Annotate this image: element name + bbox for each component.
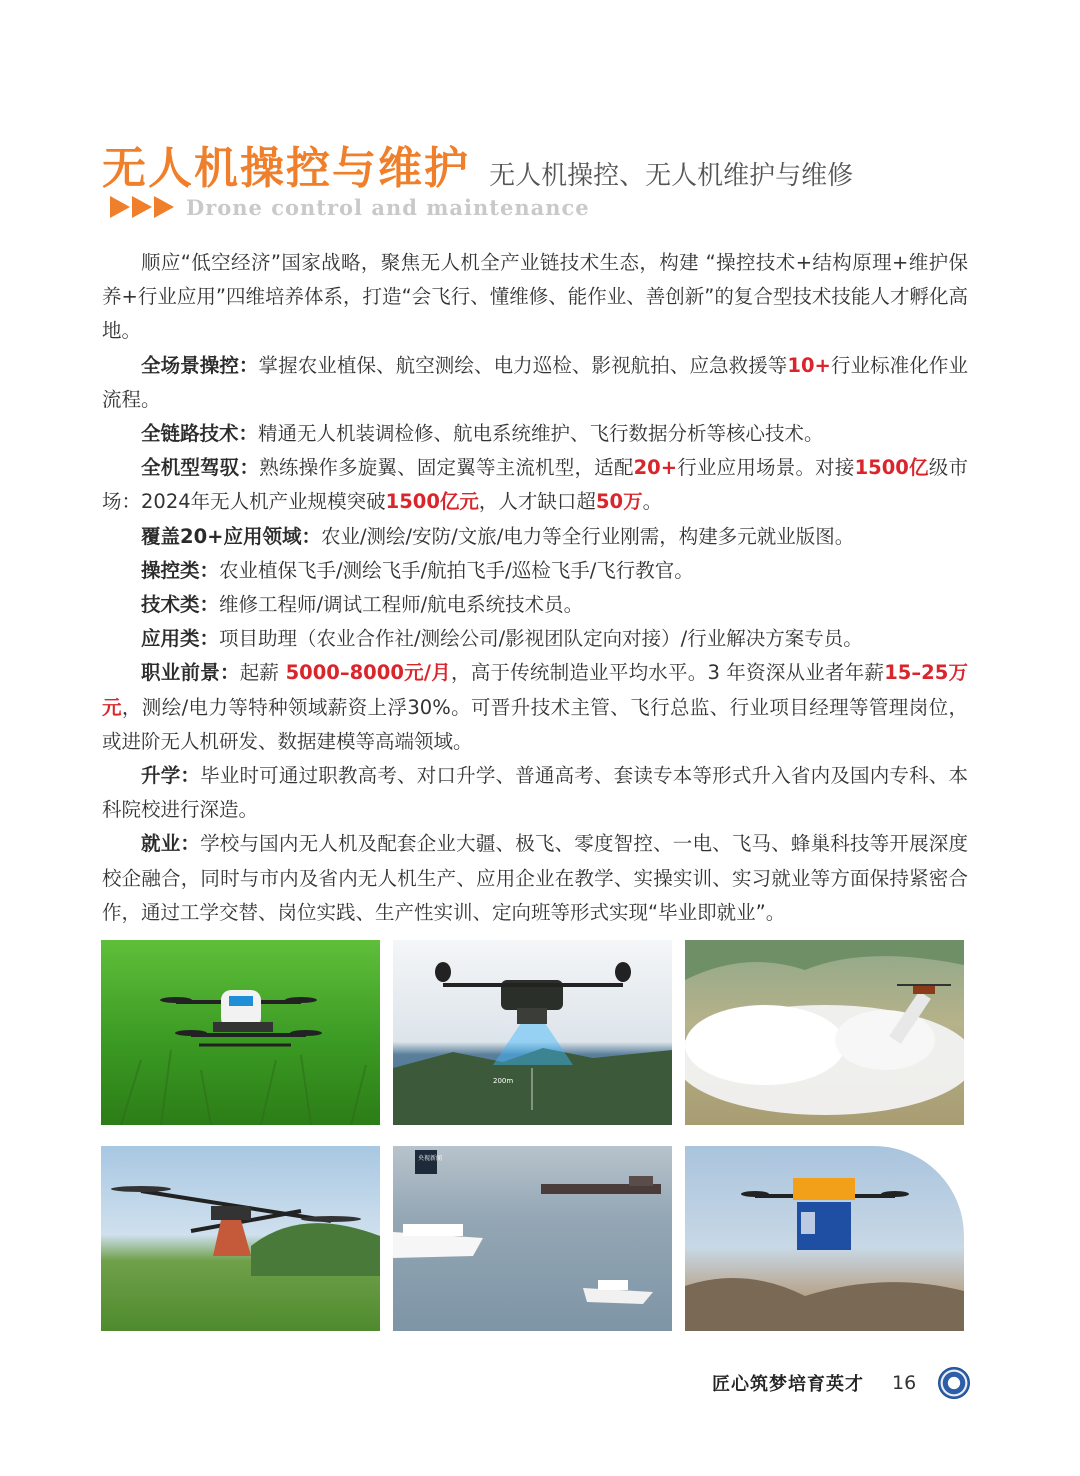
paragraph-label: 就业： xyxy=(141,832,201,856)
photo-survey-drone xyxy=(393,940,672,1125)
section-subtitle: 无人机操控、无人机维护与维修 xyxy=(489,161,854,191)
paragraph-application-fields: 覆盖20+应用领域：农业/测绘/安防/文旅/电力等全行业刚需，构建多元就业版图。 xyxy=(141,524,855,548)
highlight-value: 1500亿 xyxy=(854,456,929,480)
highlight-value: 5000–8000元/月 xyxy=(285,661,451,685)
paragraph-tech-jobs: 技术类：维修工程师/调试工程师/航电系统技术员。 xyxy=(141,593,584,617)
paragraph-further-study: 升学：毕业时可通过职教高考、对口升学、普通高考、套读专本等形式升入省内及国内专科、本科院校进行深造。 xyxy=(102,764,968,822)
highlight-value: 20+ xyxy=(633,456,678,480)
news-badge: 央视新闻 xyxy=(418,1155,443,1162)
highlight-value: 15–25万元 xyxy=(102,661,968,719)
altitude-label: 200m xyxy=(493,1077,514,1085)
page-number: 16 xyxy=(892,1372,917,1394)
page-footer xyxy=(712,1366,970,1400)
paragraph-label: 职业前景： xyxy=(141,661,240,685)
triple-arrow-icon xyxy=(110,196,174,218)
paragraph-employment: 就业：学校与国内无人机及配套企业大疆、极飞、零度智控、一电、飞马、蜂巢科技等开展深度校企融合，同时与市内及省内无人机生产、应用企业在教学、实操实训、实习就业等方面保持紧密合作，通过工学交替、岗位实践、生产性实训、定向班等形式实现“毕业即就业”。 xyxy=(102,832,968,924)
paragraph-label: 全链路技术： xyxy=(141,422,259,446)
paragraph-label: 全场景操控： xyxy=(141,353,259,377)
highlight-value: 50万 xyxy=(595,490,643,514)
photo-maritime-patrol xyxy=(393,1146,672,1331)
english-subtitle: Drone control and maintenance xyxy=(186,194,590,220)
footer-slogan: 匠心筑梦培育英才 xyxy=(712,1374,864,1395)
paragraph-application-jobs: 应用类：项目助理（农业合作社/测绘公司/影视团队定向对接）/行业解决方案专员。 xyxy=(141,627,863,651)
body-text xyxy=(102,246,968,930)
paragraph-label: 技术类： xyxy=(141,593,220,617)
section-heading xyxy=(102,132,1002,196)
paragraph-label: 覆盖20+应用领域： xyxy=(141,524,321,548)
paragraph-full-scene-control: 全场景操控：掌握农业植保、航空测绘、电力巡检、影视航拍、应急救援等10+行业标准化作业流程。 xyxy=(102,353,968,411)
paragraph-label: 应用类： xyxy=(141,627,220,651)
paragraph-label: 全机型驾驭： xyxy=(141,456,260,480)
paragraph-label: 操控类： xyxy=(141,558,220,582)
paragraph-label: 升学： xyxy=(141,764,201,788)
paragraph-career-prospects: 职业前景：起薪 5000–8000元/月，高于传统制造业平均水平。3 年资深从业者年薪15–25万元，测绘/电力等特种领域薪资上浮30%。可晋升技术主管、飞行总监、行业项目经理等管理岗位，或进阶无人机研发、数据建模等高端领域。 xyxy=(102,661,968,753)
paragraph-all-models: 全机型驾驭：熟练操作多旋翼、固定翼等主流机型，适配20+行业应用场景。对接1500亿级市场：2024年无人机产业规模突破1500亿元，人才缺口超50万。 xyxy=(102,456,968,514)
paragraph-full-chain-tech: 全链路技术：精通无人机装调检修、航电系统维护、飞行数据分析等核心技术。 xyxy=(141,422,824,446)
school-logo-icon xyxy=(938,1367,970,1399)
photo-crop-spraying-drone xyxy=(101,940,380,1125)
intro-paragraph: 顺应“低空经济”国家战略，聚焦无人机全产业链技术生态，构建 “操控技术+结构原理+维护保养+行业应用”四维培养体系，打造“会飞行、懂维修、能作业、善创新”的复合型技术技能人才孵化高地。 xyxy=(102,251,968,343)
section-title: 无人机操控与维护 xyxy=(102,143,470,194)
photo-heavy-lift-drone xyxy=(101,1146,380,1331)
paragraph-control-jobs: 操控类：农业植保飞手/测绘飞手/航拍飞手/巡检飞手/飞行教官。 xyxy=(141,558,694,582)
english-subtitle-row xyxy=(110,192,590,222)
highlight-value: 10+ xyxy=(787,353,831,377)
photo-firefighting-drone xyxy=(685,940,964,1125)
photo-delivery-drone xyxy=(685,1146,964,1331)
highlight-value: 1500亿元 xyxy=(385,490,479,514)
